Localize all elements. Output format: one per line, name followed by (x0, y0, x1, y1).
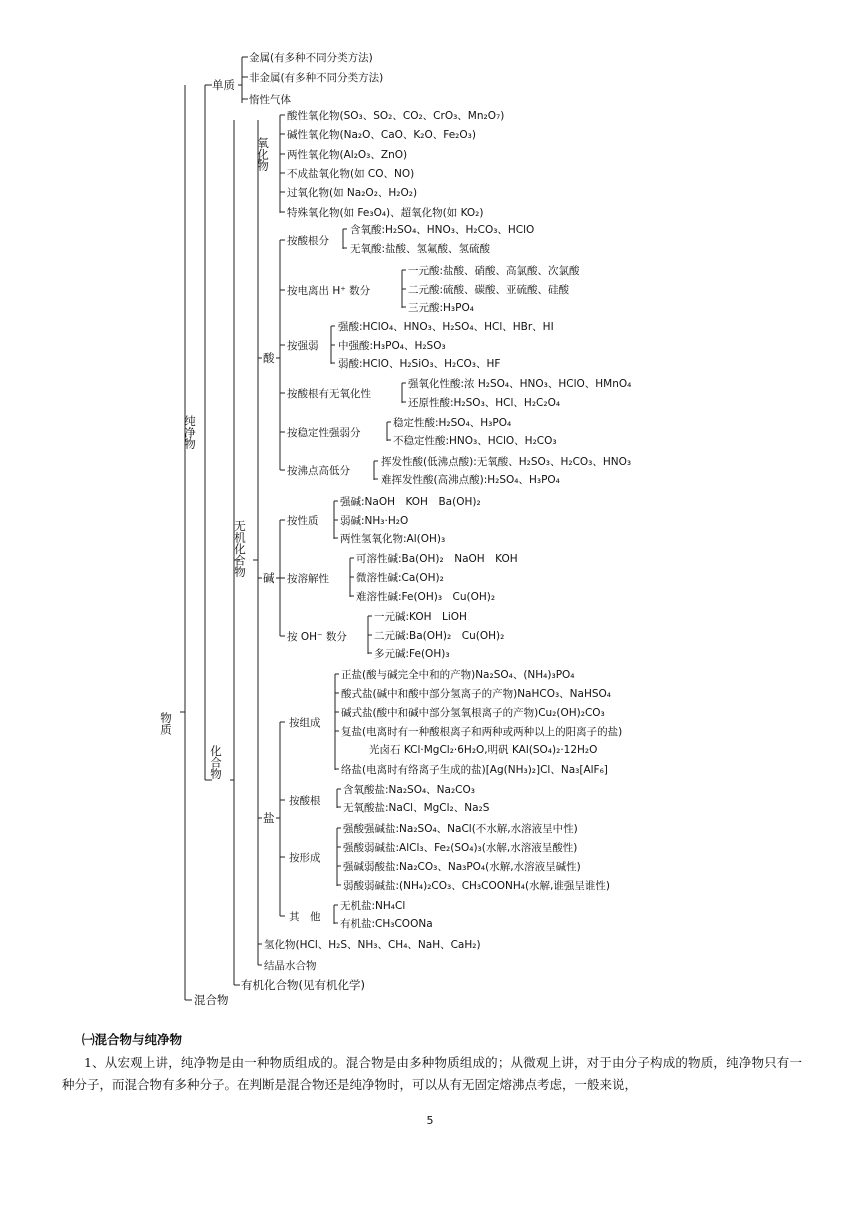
page-number: 5 (426, 1114, 434, 1127)
section-title: ㈠混合物与纯净物 (82, 1032, 183, 1047)
list-item: 不稳定性酸:HNO₃、HClO、H₂CO₃ (393, 435, 557, 447)
list-item: 两性氢氧化物:Al(OH)₃ (340, 533, 446, 545)
salt-by-formation-label: 按形成 (289, 852, 321, 864)
list-item: 有机盐:CH₃COONa (340, 918, 433, 930)
list-item: 挥发性酸(低沸点酸):无氧酸、H₂SO₃、H₂CO₃、HNO₃ (381, 456, 632, 468)
list-item: 二元酸:硫酸、碳酸、亚硫酸、硅酸 (408, 284, 570, 296)
acid-by-oxidizing-label: 按酸根有无氧化性 (287, 388, 371, 400)
list-item: 强酸:HClO₄、HNO₃、H₂SO₄、HCl、HBr、HI (338, 321, 554, 333)
list-item: 强碱弱酸盐:Na₂CO₃、Na₃PO₄(水解,水溶液呈碱性) (343, 861, 581, 873)
base-label: 碱 (263, 571, 275, 585)
base-by-property-label: 按性质 (287, 515, 319, 527)
salt-other-label: 其 他 (289, 911, 321, 923)
organic-compound-item: 有机化合物(见有机化学) (241, 978, 365, 992)
list-item: 一元碱:KOH LiOH (374, 611, 467, 623)
list-item: 还原性酸:H₂SO₃、HCl、H₂C₂O₄ (408, 397, 561, 409)
oxide-list (280, 109, 504, 219)
list-item: 强氧化性酸:浓 H₂SO₄、HNO₃、HClO、HMnO₄ (408, 378, 632, 390)
list-item: 二元碱:Ba(OH)₂ Cu(OH)₂ (374, 630, 505, 642)
list-item: 弱酸:HClO、H₂SiO₃、H₂CO₃、HF (338, 358, 501, 370)
base-by-solubility-label: 按溶解性 (287, 573, 329, 585)
list-item: 无氧酸盐:NaCl、MgCl₂、Na₂S (343, 802, 490, 814)
list-item: 强酸弱碱盐:AlCl₃、Fe₂(SO₄)₃(水解,水溶液呈酸性) (343, 842, 578, 854)
list-item: 正盐(酸与碱完全中和的产物)Na₂SO₄、(NH₄)₃PO₄ (341, 669, 575, 681)
list-item: 两性氧化物(Al₂O₃、ZnO) (287, 149, 408, 161)
elemental-label: 单质 (212, 78, 235, 92)
list-item: 弱酸弱碱盐:(NH₄)₂CO₃、CH₃COONH₄(水解,谁强呈谁性) (343, 880, 610, 892)
acid-by-boiling-label: 按沸点高低分 (287, 465, 350, 477)
list-item: 不成盐氧化物(如 CO、NO) (287, 168, 415, 180)
list-item: 一元酸:盐酸、硝酸、高氯酸、次氯酸 (408, 265, 580, 277)
oxide-label: 氧化物 (256, 137, 270, 172)
list-item: 络盐(电离时有络离子生成的盐)[Ag(NH₃)₂]Cl、Na₃[AlF₆] (341, 764, 608, 776)
list-item: 强酸强碱盐:Na₂SO₄、NaCl(不水解,水溶液呈中性) (343, 823, 578, 835)
inert-gas-item: 惰性气体 (249, 94, 291, 106)
list-item: 复盐(电离时有一种酸根离子和两种或两种以上的阳离子的盐) (341, 726, 623, 738)
hydride-item: 氢化物(HCl、H₂S、NH₃、CH₄、NaH、CaH₂) (264, 939, 481, 951)
salt-by-acid-root-label: 按酸根 (289, 795, 321, 807)
root-label: 物质 (159, 712, 173, 735)
list-item: 弱碱:NH₃·H₂O (340, 515, 409, 527)
acid-by-hydrogen-label: 按电离出 H⁺ 数分 (287, 285, 371, 297)
list-item: 可溶性碱:Ba(OH)₂ NaOH KOH (356, 553, 518, 565)
list-item: 酸性氧化物(SO₃、SO₂、CO₂、CrO₃、Mn₂O₇) (287, 110, 505, 122)
acid-label: 酸 (263, 351, 275, 365)
pure-substance-label: 纯净物 (183, 415, 197, 450)
compound-label: 化合物 (209, 745, 223, 780)
crystal-hydrate-item: 结晶水合物 (264, 960, 317, 972)
list-item: 无机盐:NH₄Cl (340, 900, 406, 912)
list-item: 过氧化物(如 Na₂O₂、H₂O₂) (287, 187, 418, 199)
list-item: 含氧酸盐:Na₂SO₄、Na₂CO₃ (343, 784, 475, 796)
inorganic-label: 无机化合物 (233, 520, 247, 578)
list-item: 含氧酸:H₂SO₄、HNO₃、H₂CO₃、HClO (350, 224, 535, 236)
list-item: 特殊氧化物(如 Fe₃O₄)、超氧化物(如 KO₂) (287, 207, 484, 219)
list-item: 碱性氧化物(Na₂O、CaO、K₂O、Fe₂O₃) (287, 129, 476, 141)
salt-label: 盐 (263, 811, 275, 825)
acid-by-stability-label: 按稳定性强弱分 (287, 427, 361, 439)
list-item: 难挥发性酸(高沸点酸):H₂SO₄、H₃PO₄ (381, 474, 560, 486)
list-item: 稳定性酸:H₂SO₄、H₃PO₄ (393, 417, 512, 429)
list-item: 碱式盐(酸中和碱中部分氢氧根离子的产物)Cu₂(OH)₂CO₃ (341, 707, 605, 719)
list-item: 三元酸:H₃PO₄ (408, 302, 474, 314)
acid-by-oxygen-label: 按酸根分 (287, 235, 329, 247)
metal-item: 金属(有多种不同分类方法) (249, 52, 373, 64)
nonmetal-item: 非金属(有多种不同分类方法) (249, 72, 384, 84)
base-by-oh-label: 按 OH⁻ 数分 (287, 631, 347, 643)
mixture-label: 混合物 (194, 993, 229, 1007)
list-item: 光卤石 KCl·MgCl₂·6H₂O,明矾 KAl(SO₄)₂·12H₂O (369, 744, 598, 756)
list-item: 无氧酸:盐酸、氢氟酸、氢硫酸 (350, 243, 491, 255)
salt-by-composition-label: 按组成 (289, 717, 321, 729)
list-item: 多元碱:Fe(OH)₃ (374, 648, 450, 660)
list-item: 强碱:NaOH KOH Ba(OH)₂ (340, 496, 481, 508)
list-item: 微溶性碱:Ca(OH)₂ (356, 572, 444, 584)
list-item: 中强酸:H₃PO₄、H₂SO₃ (338, 340, 446, 352)
acid-by-strength-label: 按强弱 (287, 340, 319, 352)
list-item: 酸式盐(碱中和酸中部分氢离子的产物)NaHCO₃、NaHSO₄ (341, 688, 612, 700)
list-item: 难溶性碱:Fe(OH)₃ Cu(OH)₂ (356, 591, 496, 603)
body-paragraph: 1、从宏观上讲，纯净物是由一种物质组成的。混合物是由多种物质组成的；从微观上讲，对于由分子构成的物质，纯净物只有一种分子，而混合物有多种分子。在判断是混合物还是纯净物时，可以从有无固定熔沸点考虑，一般来说， (62, 1055, 802, 1092)
